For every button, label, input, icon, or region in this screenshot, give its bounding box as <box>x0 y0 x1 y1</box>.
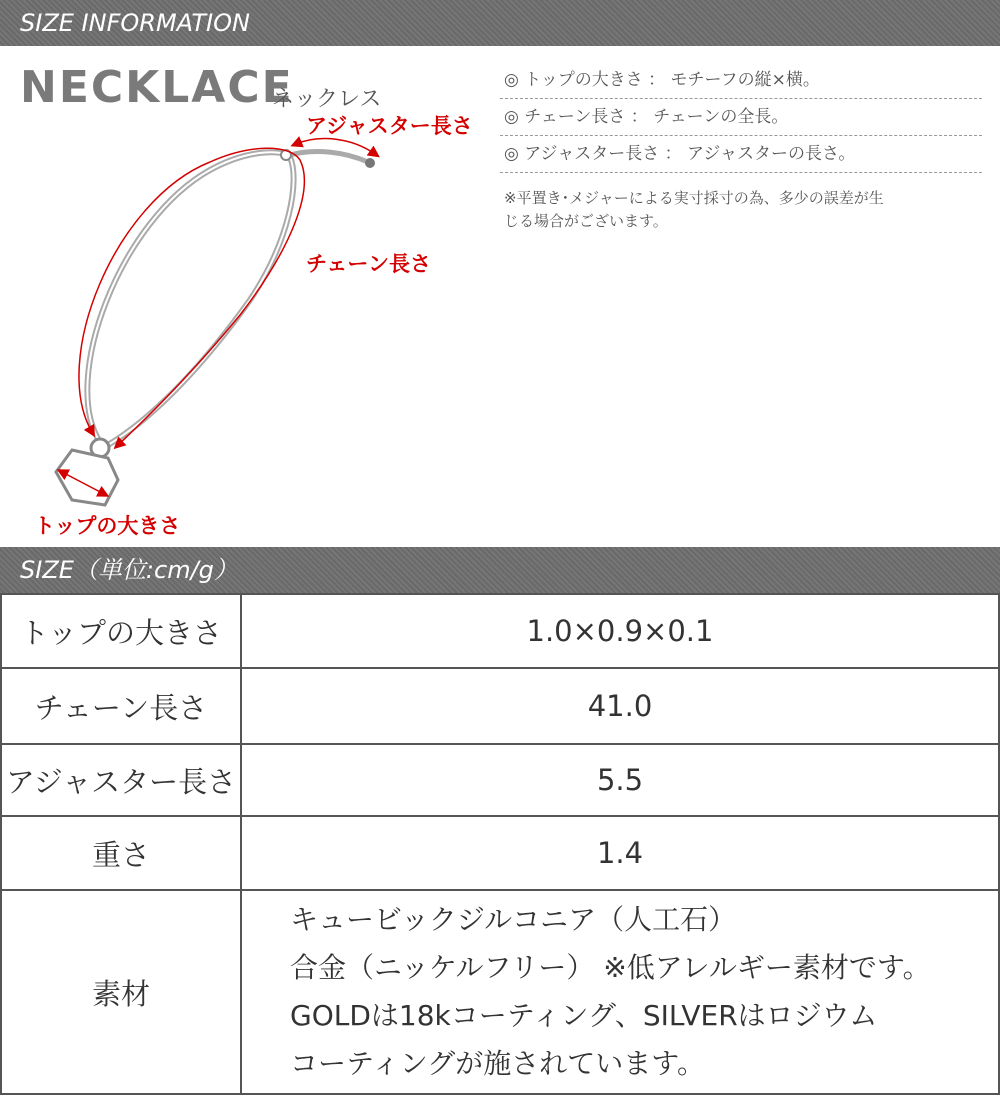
row-value: 1.4 <box>241 816 999 890</box>
size-table <box>0 593 1000 1095</box>
material-line: キュービックジルコニア（人工石） <box>290 903 737 936</box>
table-row <box>1 816 999 890</box>
row-value: 41.0 <box>241 668 999 744</box>
material-line: 合金（ニッケルフリー） ※低アレルギー素材です。 <box>290 951 931 984</box>
adjuster-end-dot <box>365 158 375 168</box>
note-adjuster-length: ◎ アジャスター長さ ： アジャスターの長さ。 <box>500 136 982 173</box>
top-size-label: トップの大きさ <box>34 514 181 538</box>
band-title: SIZE INFORMATION <box>20 9 250 37</box>
table-row <box>1 890 999 1094</box>
row-label: アジャスター長さ <box>1 744 241 816</box>
row-label: 重さ <box>1 816 241 890</box>
size-unit-label: SIZE（単位:cm/g） <box>20 556 238 584</box>
chain-length-label: チェーン長さ <box>306 252 431 276</box>
row-value: 1.0×0.9×0.1 <box>241 594 999 668</box>
material-line: コーティングが施されています。 <box>290 1047 705 1080</box>
measurement-disclaimer <box>500 187 982 233</box>
chain-length-arrow <box>79 148 304 445</box>
notes-panel <box>500 62 982 233</box>
material-label: 素材 <box>1 890 241 1094</box>
row-label: チェーン長さ <box>1 668 241 744</box>
product-title: NECKLACE <box>20 62 294 113</box>
size-information-band <box>0 0 1000 46</box>
pendant-top <box>56 450 118 505</box>
necklace-chain <box>87 151 368 445</box>
product-subtitle: ネックレス <box>272 87 382 112</box>
material-line: GOLDは18kコーティング、SILVERはロジウム <box>290 999 878 1032</box>
material-value <box>241 890 999 1094</box>
row-value: 5.5 <box>241 744 999 816</box>
row-label: トップの大きさ <box>1 594 241 668</box>
table-row <box>1 744 999 816</box>
table-row <box>1 668 999 744</box>
note-chain-length: ◎ チェーン長さ ： チェーンの全長。 <box>500 99 982 136</box>
necklace-diagram <box>0 100 500 545</box>
size-unit-band <box>0 547 1000 593</box>
disclaimer-line: じる場合がございます。 <box>504 212 668 230</box>
note-top-size: ◎ トップの大きさ ： モチーフの縦×横。 <box>500 62 982 99</box>
table-row <box>1 594 999 668</box>
adjuster-length-label: アジャスター長さ <box>306 114 473 138</box>
disclaimer-line: ※平置き･メジャーによる実寸採寸の為、多少の誤差が生 <box>504 189 884 207</box>
